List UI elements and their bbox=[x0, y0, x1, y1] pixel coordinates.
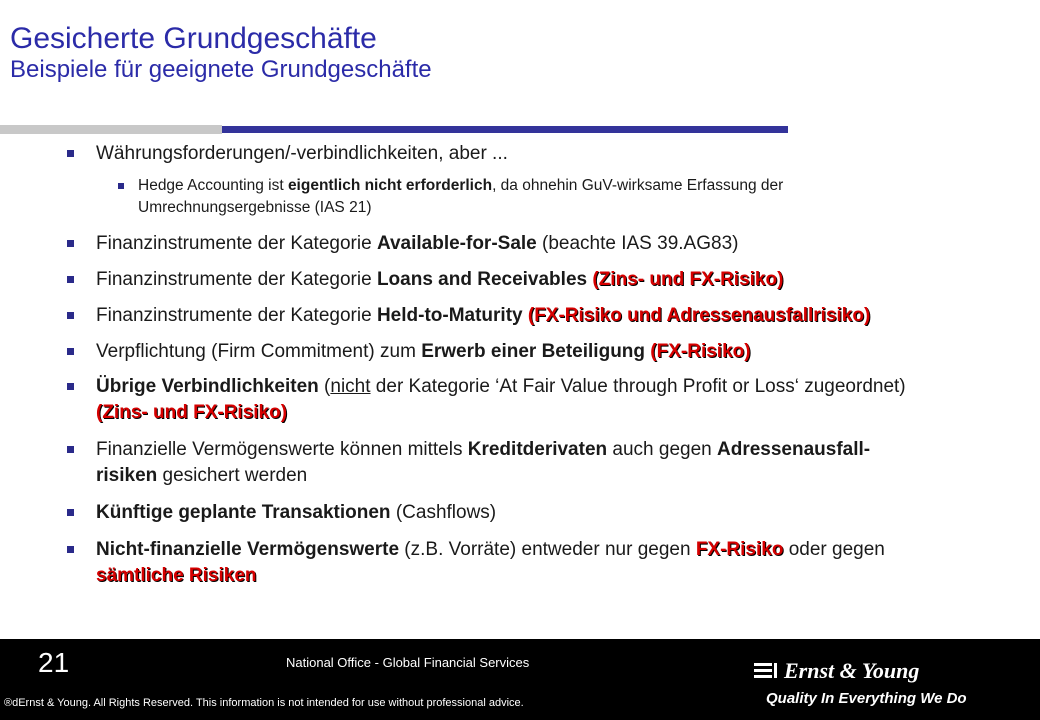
item-text: (z.B. Vorräte) entweder nur gegen bbox=[399, 539, 696, 560]
item-bold: Übrige Verbindlichkeiten bbox=[96, 376, 319, 397]
item-text: Verpflichtung (Firm Commitment) zum bbox=[96, 341, 422, 362]
item-bold: eigentlich nicht erforderlich bbox=[287, 177, 493, 194]
item-underline: nicht bbox=[330, 376, 371, 397]
risk-label: (Zins- und FX-Risiko) bbox=[587, 269, 784, 290]
item-text: der Kategorie ‘At Fair Value through Profit or Loss‘ zugeordnet) bbox=[370, 376, 906, 397]
item-bold: Adressenausfall- bbox=[717, 439, 871, 460]
item-text: Finanzinstrumente der Kategorie bbox=[96, 233, 377, 254]
item-text: Hedge Accounting ist bbox=[138, 177, 288, 194]
footer-office-label: National Office - Global Financial Services bbox=[286, 655, 530, 670]
risk-label: (Zins- und FX-Risiko) bbox=[96, 402, 288, 423]
item-text: gesichert werden bbox=[157, 465, 308, 486]
item-text: Finanzielle Vermögenswerte können mittels bbox=[96, 439, 468, 460]
bullet-item-2 bbox=[96, 231, 1036, 257]
item-bold: Held-to-Maturity bbox=[376, 305, 523, 326]
item-text: auch gegen bbox=[607, 439, 717, 460]
ey-mark-icon bbox=[754, 663, 777, 678]
bullet-item-7 bbox=[96, 437, 1036, 489]
risk-label: sämtliche Risiken bbox=[96, 565, 257, 586]
item-text: ( bbox=[318, 376, 331, 397]
bullet-square-icon bbox=[67, 312, 74, 319]
bullet-square-icon bbox=[67, 546, 74, 553]
bullet-square-icon bbox=[67, 150, 74, 157]
bullet-square-icon bbox=[67, 276, 74, 283]
title-rule-gray bbox=[0, 125, 222, 134]
bullet-item-1 bbox=[96, 141, 1036, 167]
item-text: (Cashflows) bbox=[390, 502, 497, 523]
title-rule-blue bbox=[222, 126, 788, 133]
bullet-square-icon bbox=[67, 240, 74, 247]
item-text: Finanzinstrumente der Kategorie bbox=[96, 269, 377, 290]
bullet-square-icon bbox=[67, 509, 74, 516]
ernst-young-logo bbox=[744, 651, 1034, 711]
item-bold: risiken bbox=[96, 465, 158, 486]
title-main: Gesicherte Grundgeschäfte bbox=[10, 22, 377, 55]
risk-label: (FX-Risiko und Adressenausfallrisiko) bbox=[522, 305, 871, 326]
title-sub: Beispiele für geeignete Grundgeschäfte bbox=[10, 56, 432, 83]
item-bold: Erwerb einer Beteiligung bbox=[421, 341, 646, 362]
sub-item-1 bbox=[138, 175, 1028, 219]
bullet-item-5 bbox=[96, 339, 1036, 365]
item-bold: Künftige geplante Transaktionen bbox=[96, 502, 391, 523]
item-bold: Kreditderivaten bbox=[467, 439, 608, 460]
bullet-item-9 bbox=[96, 537, 1036, 589]
item-text: Umrechnungsergebnisse (IAS 21) bbox=[138, 199, 372, 216]
slide-title bbox=[10, 22, 432, 84]
bullet-square-icon bbox=[67, 348, 74, 355]
bullet-square-icon bbox=[67, 446, 74, 453]
item-bold: Loans and Receivables bbox=[376, 269, 588, 290]
page-number: 21 bbox=[38, 647, 70, 678]
logo-name: Ernst & Young bbox=[784, 658, 920, 683]
bullet-item-3 bbox=[96, 267, 1036, 293]
bullet-item-8 bbox=[96, 500, 1036, 526]
bullet-square-icon bbox=[67, 383, 74, 390]
item-text: Finanzinstrumente der Kategorie bbox=[96, 305, 377, 326]
item-text: , da ohnehin GuV-wirksame Erfassung der bbox=[492, 177, 784, 194]
risk-label: (FX-Risiko) bbox=[645, 341, 751, 362]
item-bold: Nicht-finanzielle Vermögenswerte bbox=[96, 539, 400, 560]
bullet-item-4 bbox=[96, 303, 1036, 329]
item-bold: Available-for-Sale bbox=[376, 233, 537, 254]
sub-bullet-square-icon bbox=[118, 183, 124, 189]
footer-bar bbox=[0, 639, 1040, 720]
item-text: Währungsforderungen/-verbindlichkeiten, aber ... bbox=[96, 143, 508, 164]
bullet-item-6 bbox=[96, 374, 1036, 426]
risk-label: FX-Risiko bbox=[695, 539, 784, 560]
copyright-notice: ®dErnst & Young. All Rights Reserved. This information is not intended for use without professional advice. bbox=[4, 697, 524, 709]
logo-tagline: Quality In Everything We Do bbox=[766, 690, 967, 707]
item-text: (beachte IAS 39.AG83) bbox=[536, 233, 739, 254]
item-text: oder gegen bbox=[783, 539, 885, 560]
